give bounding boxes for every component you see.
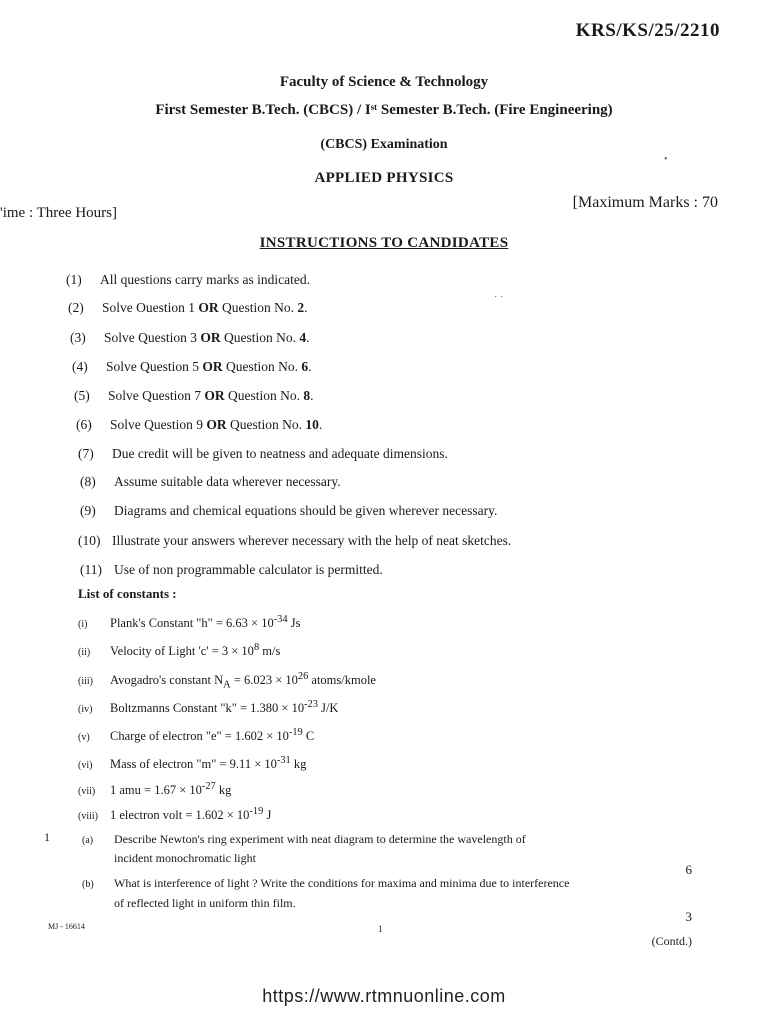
instruction-text: Solve Question 9 OR Question No. 10. bbox=[110, 417, 323, 432]
constant-item bbox=[78, 642, 280, 659]
constant-numeral: (ii) bbox=[78, 647, 91, 659]
scan-speck: • bbox=[664, 154, 668, 165]
instruction-number: (8) bbox=[80, 474, 96, 489]
page-number: 1 bbox=[378, 924, 383, 934]
instruction-text: Solve Question 7 OR Question No. 8. bbox=[108, 388, 314, 403]
instruction-item bbox=[78, 446, 448, 462]
constant-text: Avogadro's constant $N_A = 6.023 \times 10^{26}$ atoms/kmole bbox=[110, 671, 376, 691]
question-marks: 3 bbox=[685, 909, 692, 924]
question-part-line bbox=[82, 832, 526, 847]
instruction-number: (9) bbox=[80, 503, 96, 518]
instruction-text: Illustrate your answers wherever necessary with the help of neat sketches. bbox=[112, 533, 512, 548]
constants-heading: List of constants : bbox=[78, 586, 177, 601]
constant-item bbox=[78, 727, 314, 744]
continued-label: (Contd.) bbox=[651, 934, 692, 948]
instruction-number: (4) bbox=[72, 359, 88, 374]
instruction-number: (1) bbox=[66, 272, 82, 287]
maximum-marks: [Maximum Marks : 70 bbox=[572, 194, 718, 211]
instruction-number: (3) bbox=[70, 330, 86, 345]
constant-text: 1 electron volt = $1.602 \times 10^{-19}$ J bbox=[110, 806, 272, 823]
question-number: 1 bbox=[44, 830, 50, 844]
constant-text: Plank's Constant "h" = $6.63 \times 10^{-34}$ Js bbox=[110, 614, 301, 631]
constant-text: Boltzmanns Constant "k" = $1.380 \times 10^{-23}$ J/K bbox=[110, 699, 339, 716]
footer-code: MJ - 16614 bbox=[48, 922, 85, 931]
source-url: https://www.rtmnuonline.com bbox=[262, 986, 506, 1006]
constant-item bbox=[78, 614, 300, 631]
paper-code: KRS/KS/25/2210 bbox=[575, 20, 720, 41]
constant-item bbox=[78, 781, 231, 798]
faculty-title: Faculty of Science & Technology bbox=[279, 74, 489, 90]
constant-numeral: (iv) bbox=[78, 704, 93, 716]
constant-numeral: (iii) bbox=[78, 676, 93, 688]
constant-text: Velocity of Light '$c' = 3 \times 10^8$ m/s bbox=[110, 642, 281, 659]
constant-numeral: (vi) bbox=[78, 760, 93, 772]
instruction-number: (6) bbox=[76, 417, 92, 432]
instruction-text: Solve Ouestion 1 OR Question No. 2. bbox=[102, 300, 308, 315]
instruction-text: All questions carry marks as indicated. bbox=[100, 272, 310, 287]
question-part-label: (a) bbox=[82, 835, 94, 846]
instruction-item bbox=[78, 533, 511, 549]
instruction-text: Solve Question 3 OR Question No. 4. bbox=[104, 330, 310, 345]
constant-item bbox=[78, 671, 376, 691]
instruction-number: (11) bbox=[80, 562, 102, 577]
constant-item bbox=[78, 755, 306, 772]
instruction-number: (7) bbox=[78, 446, 94, 461]
exam-title: (CBCS) Examination bbox=[320, 137, 448, 152]
instruction-text: Use of non programmable calculator is permitted. bbox=[114, 562, 383, 577]
scan-speck: · · bbox=[494, 292, 504, 303]
constant-item bbox=[78, 699, 338, 716]
instruction-item bbox=[80, 562, 383, 578]
instruction-item bbox=[74, 388, 314, 404]
question-marks: 6 bbox=[685, 862, 692, 877]
instruction-number: (5) bbox=[74, 388, 90, 403]
instruction-number: (10) bbox=[78, 533, 101, 548]
constant-numeral: (v) bbox=[78, 732, 90, 744]
constant-item bbox=[78, 806, 271, 823]
instruction-text: Due credit will be given to neatness and adequate dimensions. bbox=[112, 446, 448, 461]
instruction-text: Assume suitable data wherever necessary. bbox=[114, 474, 341, 489]
constant-text: Mass of electron "m" = $9.11 \times 10^{-31}$ kg bbox=[110, 755, 307, 772]
constant-text: Charge of electron "e" = $1.602 \times 10^{-19}$ C bbox=[110, 727, 315, 744]
instruction-item bbox=[66, 272, 310, 288]
instruction-item bbox=[80, 503, 497, 519]
instruction-item bbox=[70, 330, 310, 346]
subject-title: APPLIED PHYSICS bbox=[314, 170, 454, 186]
constant-numeral: (vii) bbox=[78, 786, 96, 798]
question-part-line: of reflected light in uniform thin film. bbox=[114, 896, 296, 910]
constant-numeral: (i) bbox=[78, 619, 88, 631]
question-part-label: (b) bbox=[82, 879, 94, 890]
instruction-text: Solve Question 5 OR Question No. 6. bbox=[106, 359, 312, 374]
instruction-number: (2) bbox=[68, 300, 84, 315]
time-duration: 'ime : Three Hours] bbox=[0, 205, 117, 221]
question-part-text: Describe Newton's ring experiment with neat diagram to determine the wavelength of bbox=[114, 832, 526, 846]
instructions-heading: INSTRUCTIONS TO CANDIDATES bbox=[259, 235, 509, 251]
constant-numeral: (viii) bbox=[78, 811, 98, 823]
instruction-text: Diagrams and chemical equations should be given wherever necessary. bbox=[114, 503, 498, 518]
question-part-text: What is interference of light ? Write the conditions for maxima and minima due to interference bbox=[114, 876, 570, 890]
question-part-line bbox=[82, 876, 569, 891]
instruction-item bbox=[76, 417, 322, 433]
constant-text: 1 amu = $1.67 \times 10^{-27}$ kg bbox=[110, 781, 232, 798]
instruction-item bbox=[72, 359, 312, 375]
semester-title: First Semester B.Tech. (CBCS) / Iˢᵗ Semester B.Tech. (Fire Engineering) bbox=[155, 102, 613, 118]
question-part-line: incident monochromatic light bbox=[114, 851, 256, 865]
instruction-item bbox=[80, 474, 341, 490]
instruction-item bbox=[68, 300, 308, 316]
